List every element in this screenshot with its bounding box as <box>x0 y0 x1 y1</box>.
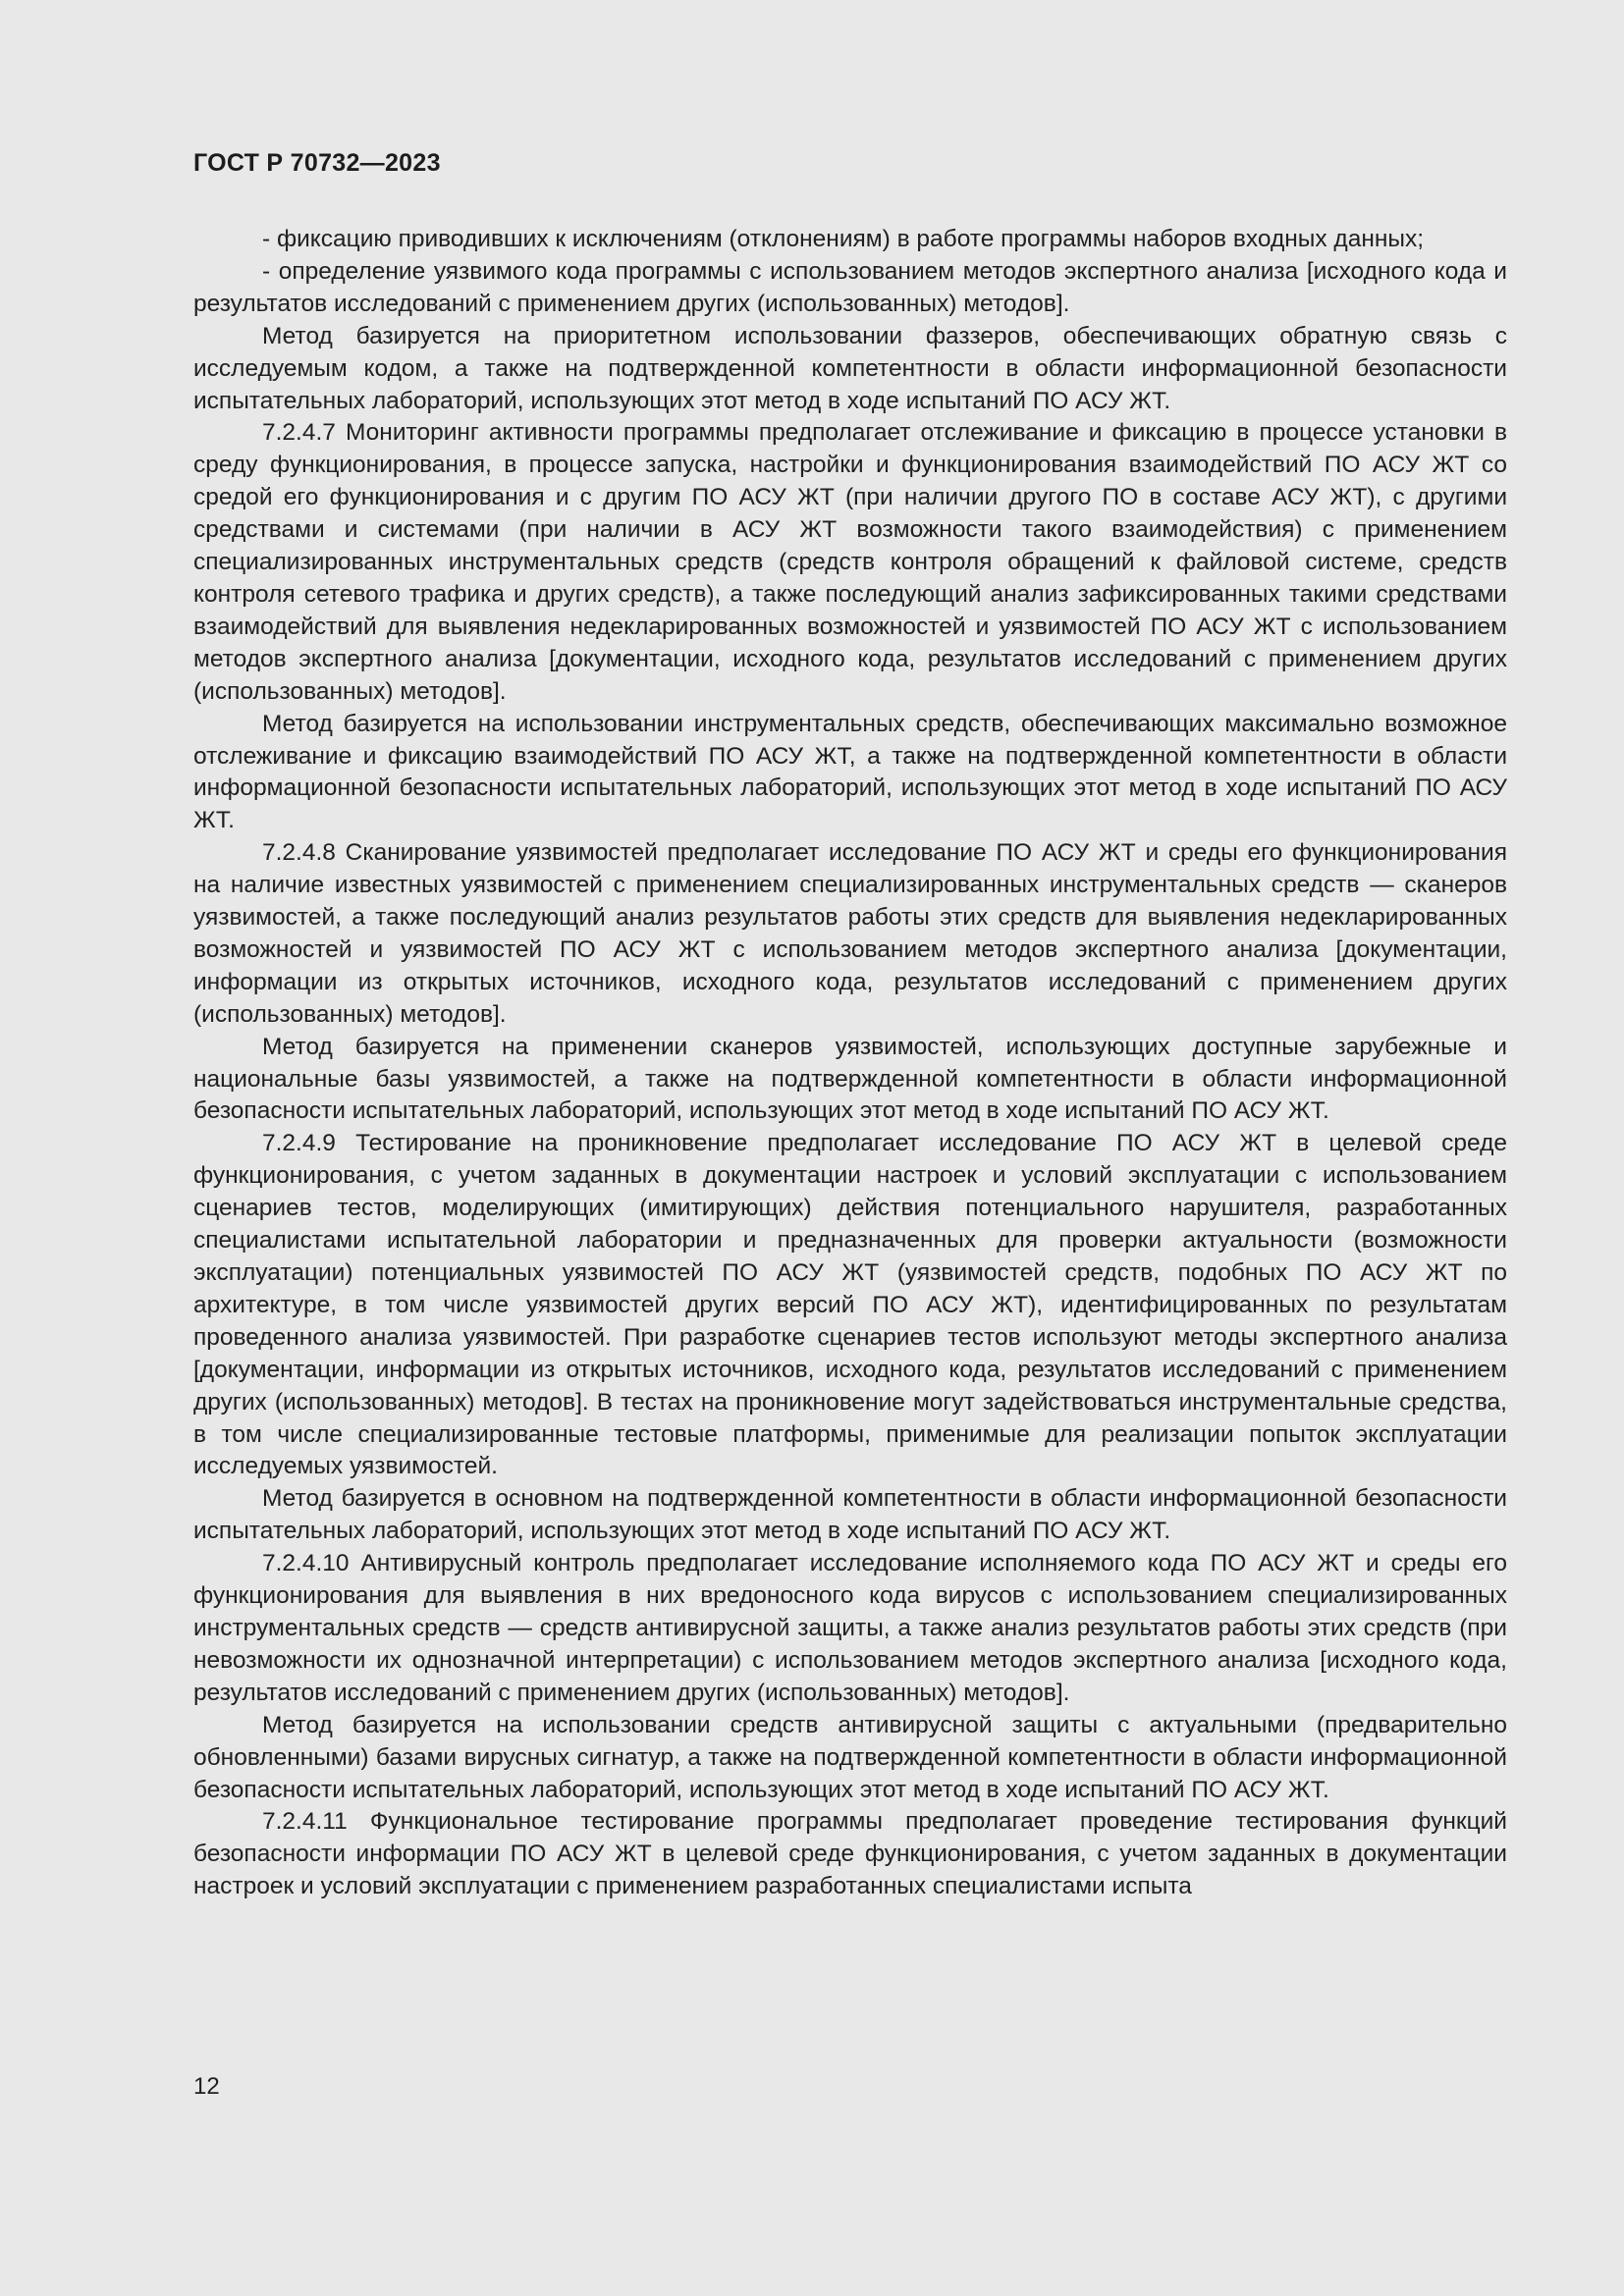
paragraph: 7.2.4.8 Сканирование уязвимостей предполагает исследование ПО АСУ ЖТ и среды его функционирования на наличие известных уязвимостей с применением специализированных инструментальных средств — сканеров уязвимостей, а также последующий анализ результатов работы этих средств для выявления недекларированных возможностей и уязвимостей ПО АСУ ЖТ с использованием методов экспертного анализа [документации, информации из открытых источников, исходного кода, результатов исследований с применением других (использованных) методов]. <box>193 839 1507 1028</box>
paragraph: 7.2.4.7 Мониторинг активности программы предполагает отслеживание и фиксацию в процессе установки в среду функционирования, в процессе запуска, настройки и функционирования взаимодействий ПО АСУ ЖТ со средой его функционирования и с другим ПО АСУ ЖТ (при наличии другого ПО в составе АСУ ЖТ), с другими средствами и системами (при наличии в АСУ ЖТ возможности такого взаимодействия) с применением специализированных инструментальных средств (средств контроля обращений к файловой системе, средств контроля сетевого трафика и других средств), а также последующий анализ зафиксированных такими средствами взаимодействий для выявления недекларированных возможностей и уязвимостей ПО АСУ ЖТ с использованием методов экспертного анализа [документации, исходного кода, результатов исследований с применением других (использованных) методов]. <box>193 419 1507 705</box>
paragraph: 7.2.4.9 Тестирование на проникновение предполагает исследование ПО АСУ ЖТ в целевой среде функционирования, с учетом заданных в документации настроек и условий эксплуатации с использованием сценариев тестов, моделирующих (имитирующих) действия потенциального нарушителя, разработанных специалистами испытательной лаборатории и предназначенных для проверки актуальности (возможности эксплуатации) потенциальных уязвимостей ПО АСУ ЖТ (уязвимостей средств, подобных ПО АСУ ЖТ по архитектуре, в том числе уязвимостей других версий ПО АСУ ЖТ), идентифицированных по результатам проведенного анализа уязвимостей. При разработке сценариев тестов используют методы экспертного анализа [документации, информации из открытых источников, исходного кода, результатов исследований с применением других (использованных) методов]. В тестах на проникновение могут задействоваться инструментальные средства, в том числе специализированные тестовые платформы, применимые для реализации попыток эксплуатации исследуемых уязвимостей. <box>193 1130 1507 1480</box>
paragraph: Метод базируется на приоритетном использовании фаззеров, обеспечивающих обратную связь с исследуемым кодом, а также на подтвержденной компетентности в области информационной безопасности испытательных лабораторий, использующих этот метод в ходе испытаний ПО АСУ ЖТ. <box>193 322 1507 414</box>
paragraph: - фиксацию приводивших к исключениям (отклонениям) в работе программы наборов входных данных; <box>262 226 1425 252</box>
paragraph: Метод базируется на применении сканеров уязвимостей, использующих доступные зарубежные и национальные базы уязвимостей, а также на подтвержденной компетентности в области информационной безопасности испытательных лабораторий, использующих этот метод в ходе испытаний ПО АСУ ЖТ. <box>193 1033 1507 1125</box>
paragraph: - определение уязвимого кода программы с использованием методов экспертного анализа [исходного кода и результатов исследований с применением других (использованных) методов]. <box>193 257 1507 317</box>
paragraph: Метод базируется в основном на подтвержденной компетентности в области информационной безопасности испытательных лабораторий, использующих этот метод в ходе испытаний ПО АСУ ЖТ. <box>193 1485 1507 1545</box>
paragraph: 7.2.4.10 Антивирусный контроль предполагает исследование исполняемого кода ПО АСУ ЖТ и среды его функционирования для выявления в них вредоносного кода вирусов с использованием специализированных инструментальных средств — средств антивирусной защиты, а также анализ результатов работы этих средств (при невозможности их однозначной интерпретации) с использованием методов экспертного анализа [исходного кода, результатов исследований с применением других (использованных) методов]. <box>193 1550 1507 1706</box>
document-body <box>193 224 1507 1903</box>
paragraph: 7.2.4.11 Функциональное тестирование программы предполагает проведение тестирования функций безопасности информации ПО АСУ ЖТ в целевой среде функционирования, с учетом заданных в документации настроек и условий эксплуатации с применением разработанных специалистами испыта <box>193 1808 1507 1900</box>
page-number: 12 <box>193 2073 220 2100</box>
paragraph: Метод базируется на использовании инструментальных средств, обеспечивающих максимально возможное отслеживание и фиксацию взаимодействий ПО АСУ ЖТ, а также на подтвержденной компетентности в области информационной безопасности испытательных лабораторий, использующих этот метод в ходе испытаний ПО АСУ ЖТ. <box>193 710 1507 834</box>
paragraph: Метод базируется на использовании средств антивирусной защиты с актуальными (предварительно обновленными) базами вирусных сигнатур, а также на подтвержденной компетентности в области информационной безопасности испытательных лабораторий, использующих этот метод в ходе испытаний ПО АСУ ЖТ. <box>193 1711 1507 1803</box>
document-code-header: ГОСТ Р 70732—2023 <box>193 149 441 177</box>
